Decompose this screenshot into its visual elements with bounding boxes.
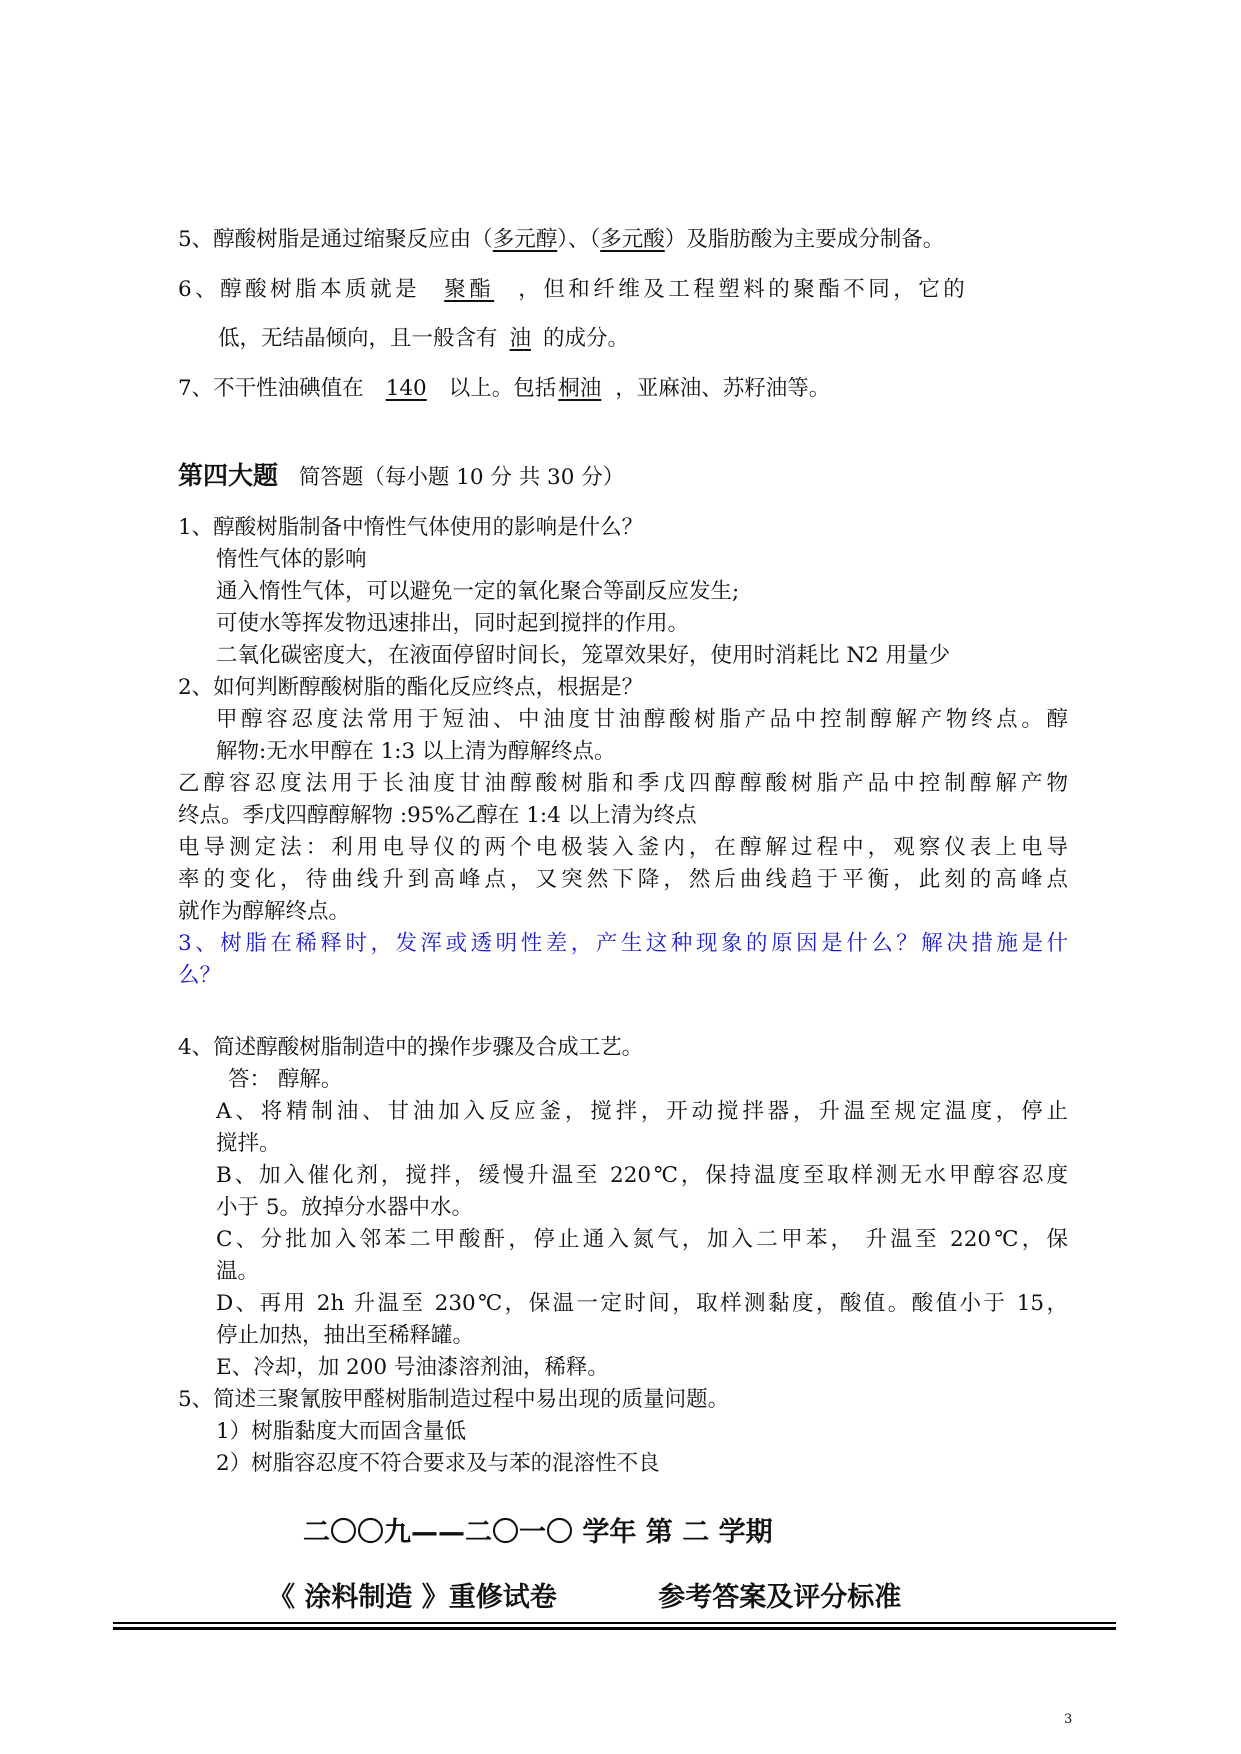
q3-6-text-2: 低，无结晶倾向，且一般含有 [218, 326, 498, 351]
q5-item-2: 2）树脂容忍度不符合要求及与苯的混溶性不良 [216, 1451, 660, 1476]
q3-7-answer-1: 140 [385, 376, 427, 401]
q3-5-answer-1: 多元醇 [492, 227, 558, 252]
q3-7-text-post: ，亚麻油、苏籽油等。 [615, 376, 831, 401]
q4-step-c-line1: C、分批加入邻苯二甲酸酐，停止通入氮气，加入二甲苯， 升温至 220℃，保 [216, 1227, 1068, 1252]
exam-term-title: 二〇〇九——二〇一〇 学年 第 二 学期 [303, 1517, 773, 1548]
q4-step-b-line1: B、加入催化剂，搅拌，缓慢升温至 220℃，保持温度至取样测无水甲醇容忍度 [216, 1163, 1068, 1188]
q4-answer-label: 答： 醇解。 [228, 1067, 343, 1092]
q3-6-line1 [178, 276, 968, 304]
q4-question: 4、简述醇酸树脂制造中的操作步骤及合成工艺。 [178, 1035, 644, 1060]
q4-step-b-line2: 小于 5。放掉分水器中水。 [216, 1195, 474, 1220]
q1-answer-1: 惰性气体的影响 [216, 547, 367, 572]
q4-step-a-line2: 搅拌。 [216, 1131, 281, 1156]
q5-item-1: 1）树脂黏度大而固含量低 [216, 1419, 467, 1444]
double-rule-top [113, 1622, 1116, 1624]
q3-6-text: 6、醇酸树脂本质就是 [178, 277, 421, 302]
q2-answer-3-line2: 率的变化，待曲线升到高峰点，又突然下降，然后曲线趋于平衡，此刻的高峰点 [178, 867, 1068, 892]
q2-answer-3-line3: 就作为醇解终点。 [178, 899, 351, 924]
q3-5-text: 5、醇酸树脂是通过缩聚反应由（ [178, 227, 493, 252]
q3-question-line1: 3、树脂在稀释时，发浑或透明性差，产生这种现象的原因是什么？解决措施是什 [178, 931, 1068, 956]
q1-question: 1、醇酸树脂制备中惰性气体使用的影响是什么？ [178, 515, 644, 540]
q3-5-text-post: ）及脂肪酸为主要成分制备。 [664, 227, 945, 252]
double-rule-bottom [113, 1627, 1116, 1630]
q1-answer-3: 可使水等挥发物迅速排出，同时起到搅拌的作用。 [216, 611, 690, 636]
q4-step-d-line1: D、再用 2h 升温至 230℃，保温一定时间，取样测黏度，酸值。酸值小于 15， [216, 1291, 1068, 1316]
exam-answer-key-title: 参考答案及评分标准 [658, 1582, 902, 1613]
q3-6-text-post: 的成分。 [543, 326, 630, 351]
exam-name-title [268, 1575, 1241, 1614]
q5-question: 5、简述三聚氰胺甲醛树脂制造过程中易出现的质量问题。 [178, 1387, 730, 1412]
q4-step-e: E、冷却，加 200 号油漆溶剂油，稀释。 [216, 1355, 609, 1380]
q1-answer-2: 通入惰性气体，可以避免一定的氧化聚合等副反应发生; [216, 579, 740, 604]
q3-6-answer-1: 聚酯 [444, 277, 495, 302]
q2-answer-3-line1: 电导测定法：利用电导仪的两个电极装入釜内，在醇解过程中，观察仪表上电导 [178, 835, 1068, 860]
section4-heading [178, 462, 624, 492]
q3-question-line2: 么？ [178, 963, 222, 988]
q3-5-answer-2: 多元酸 [600, 227, 665, 252]
q2-answer-1-line2: 解物:无水甲醇在 1:3 以上清为醇解终点。 [216, 739, 616, 764]
q3-6-line2 [218, 325, 629, 353]
q4-step-a-line1: A、将精制油、甘油加入反应釜，搅拌，开动搅拌器，升温至规定温度，停止 [216, 1099, 1068, 1124]
section4-title: 第四大题 [178, 461, 279, 490]
q2-answer-2-line1: 乙醇容忍度法用于长油度甘油醇酸树脂和季戊四醇醇酸树脂产品中控制醇解产物 [178, 771, 1068, 796]
section4-subtitle: 简答题（每小题 10 分 共 30 分） [298, 465, 625, 490]
q2-answer-1-line1: 甲醇容忍度法常用于短油、中油度甘油醇酸树脂产品中控制醇解产物终点。醇 [216, 707, 1068, 732]
q2-answer-2-line2: 终点。季戊四醇醇解物 :95%乙醇在 1:4 以上清为终点 [178, 803, 697, 828]
q4-step-c-line2: 温。 [216, 1259, 260, 1284]
q3-5-line [178, 226, 944, 254]
q3-6-answer-2: 油 [509, 326, 532, 351]
q3-7-text-mid: 以上。包括 [448, 376, 557, 401]
q3-7-text: 7、不干性油碘值在 [178, 376, 364, 401]
q3-7-line [178, 375, 830, 403]
q2-question: 2、如何判断醇酸树脂的酯化反应终点，根据是？ [178, 675, 644, 700]
q3-6-text-mid: ，但和纤维及工程塑料的聚酯不同，它的 [518, 277, 969, 302]
q4-step-d-line2: 停止加热，抽出至稀释罐。 [216, 1323, 475, 1348]
exam-course-title: 《 涂料制造 》重修试卷 [268, 1582, 557, 1613]
page-number: 3 [1064, 1712, 1073, 1727]
q1-answer-4: 二氧化碳密度大，在液面停留时间长，笼罩效果好，使用时消耗比 N2 用量少 [216, 643, 951, 668]
q3-5-text-mid: ）、（ [557, 227, 601, 252]
q3-7-answer-2: 桐油 [558, 376, 602, 401]
